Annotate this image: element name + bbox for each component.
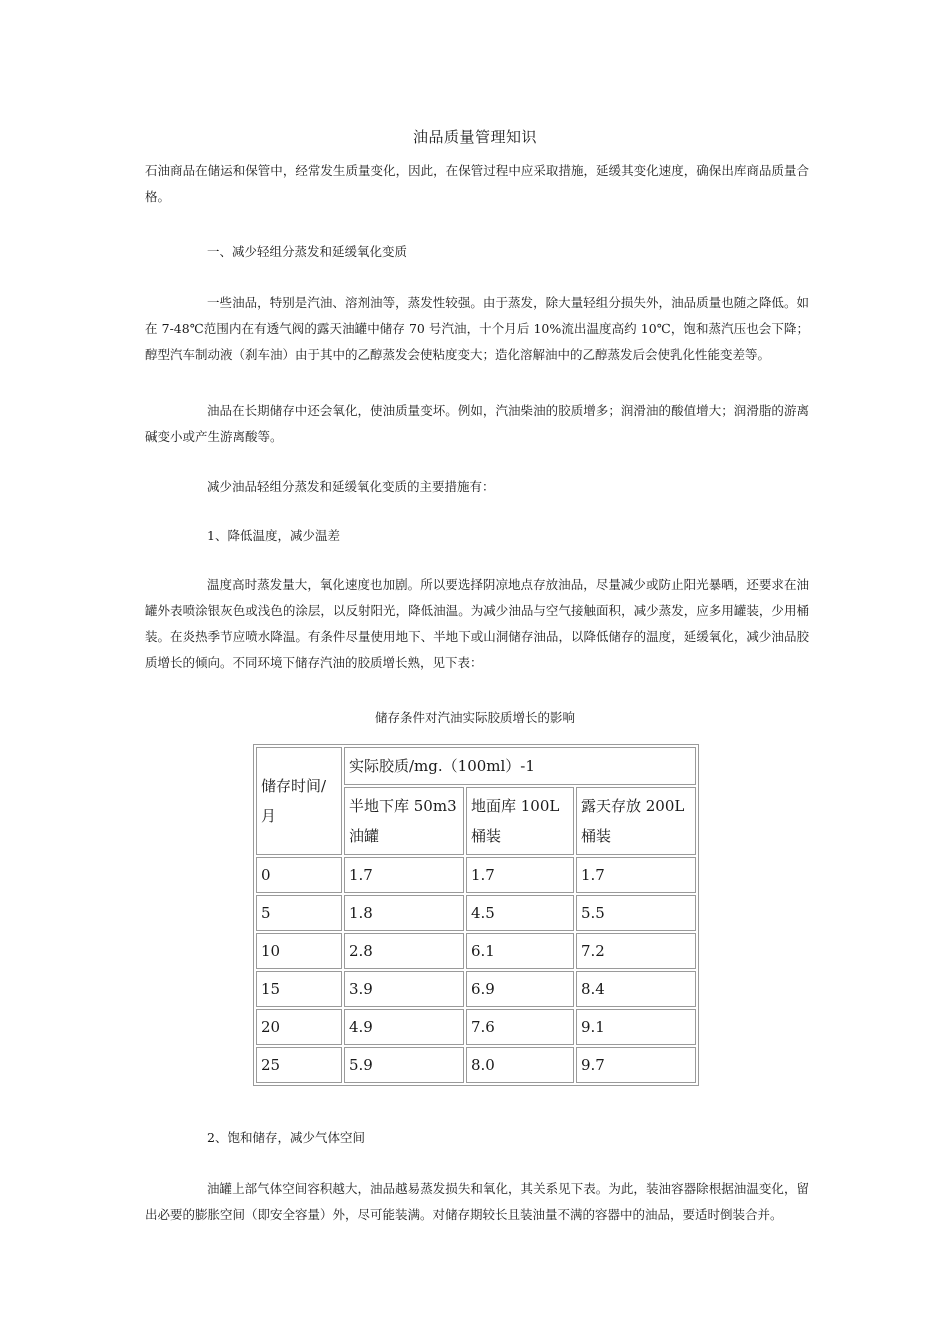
paragraph-evaporation: 一些油品，特别是汽油、溶剂油等，蒸发性较强。由于蒸发，除大量轻组分损失外，油品质量也随之降低。如在 7-48℃范围内在有透气阀的露天油罐中储存 70 号汽油，十个月后 10%流出温度高约 10℃，饱和蒸汽压也会下降；醇型汽车制动液（刹车油）由于其中的乙醇蒸发会使粘度变大；造化溶解油中的乙醇蒸发后会使乳化性能变差等。	[145, 295, 809, 362]
intro-paragraph: 石油商品在储运和保管中，经常发生质量变化，因此，在保管过程中应采取措施，延缓其变化速度，确保出库商品质量合格。	[145, 163, 809, 204]
table-row	[256, 933, 696, 969]
paragraph-saturated-storage: 油罐上部气体空间容积越大，油品越易蒸发损失和氧化，其关系见下表。为此，装油容器除根据油温变化，留出必要的膨胀空间（即安全容量）外，尽可能装满。对储存期较长且装油量不满的容器中的油品，要适时倒装合并。	[145, 1181, 809, 1222]
table-cell-value: 3.9	[344, 971, 464, 1007]
table-cell-value: 5.5	[576, 895, 696, 931]
table-header-col-ground: 地面库 100L 桶装	[466, 787, 574, 855]
table-row	[256, 857, 696, 893]
section-heading-1: 一、减少轻组分蒸发和延缓氧化变质	[207, 244, 408, 259]
table-row	[256, 1009, 696, 1045]
table-cell-month: 0	[256, 857, 342, 893]
table-cell-value: 8.4	[576, 971, 696, 1007]
table-caption: 储存条件对汽油实际胶质增长的影响	[374, 710, 575, 725]
table-cell-value: 9.7	[576, 1047, 696, 1083]
table-row	[256, 895, 696, 931]
table-cell-value: 6.9	[466, 971, 574, 1007]
table-header-col-underground: 半地下库 50m3 油罐	[344, 787, 464, 855]
table-cell-month: 20	[256, 1009, 342, 1045]
paragraph-measures-intro: 减少油品轻组分蒸发和延缓氧化变质的主要措施有：	[207, 479, 495, 494]
table-cell-month: 10	[256, 933, 342, 969]
table-cell-value: 1.7	[466, 857, 574, 893]
table-cell-value: 4.9	[344, 1009, 464, 1045]
table-header-col-open-air: 露天存放 200L 桶装	[576, 787, 696, 855]
table-header-storage-time: 储存时间/月	[256, 747, 342, 855]
paragraph-oxidation: 油品在长期储存中还会氧化，使油质量变坏。例如，汽油柴油的胶质增多；润滑油的酸值增大；润滑脂的游离碱变小或产生游离酸等。	[145, 403, 809, 444]
table-cell-month: 25	[256, 1047, 342, 1083]
table-row	[256, 1047, 696, 1083]
table-cell-value: 1.7	[344, 857, 464, 893]
subsection-heading-2: 2、饱和储存，减少气体空间	[207, 1130, 365, 1145]
table-cell-value: 7.2	[576, 933, 696, 969]
subsection-heading-1: 1、降低温度，减少温差	[207, 528, 340, 543]
table-cell-value: 8.0	[466, 1047, 574, 1083]
table-cell-value: 4.5	[466, 895, 574, 931]
table-cell-value: 7.6	[466, 1009, 574, 1045]
table-cell-value: 9.1	[576, 1009, 696, 1045]
table-row	[256, 971, 696, 1007]
table-cell-month: 15	[256, 971, 342, 1007]
gum-growth-table	[253, 744, 699, 1086]
table-cell-value: 1.8	[344, 895, 464, 931]
table-cell-value: 1.7	[576, 857, 696, 893]
table-cell-value: 5.9	[344, 1047, 464, 1083]
table-header-gum-group: 实际胶质/mg.（100ml）-1	[344, 747, 696, 785]
table-cell-value: 2.8	[344, 933, 464, 969]
table-cell-value: 6.1	[466, 933, 574, 969]
paragraph-temperature: 温度高时蒸发量大，氧化速度也加剧。所以要选择阴凉地点存放油品，尽量减少或防止阳光暴晒，还要求在油罐外表喷涂银灰色或浅色的涂层，以反射阳光，降低油温。为减少油品与空气接触面积，减少蒸发，应多用罐装，少用桶装。在炎热季节应喷水降温。有条件尽量使用地下、半地下或山洞储存油品，以降低储存的温度，延缓氧化，减少油品胶质增长的倾向。不同环境下储存汽油的胶质增长熟，见下表：	[145, 577, 809, 670]
page-title: 油品质量管理知识	[412, 128, 537, 146]
table-cell-month: 5	[256, 895, 342, 931]
